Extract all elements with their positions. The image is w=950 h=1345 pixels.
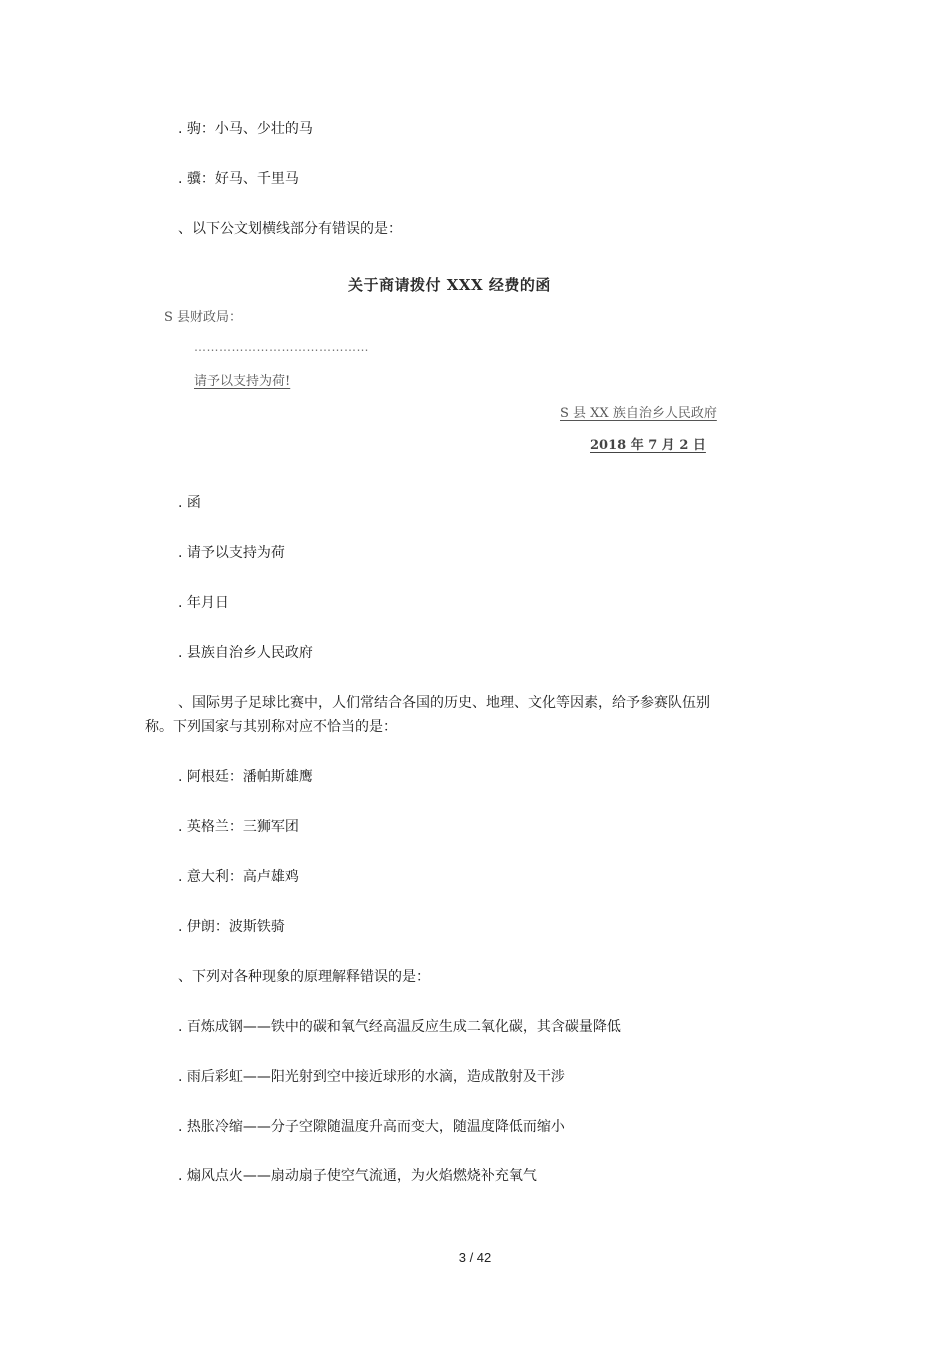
option-text: . 雨后彩虹——阳光射到空中接近球形的水滴，造成散射及干涉 xyxy=(178,1069,565,1085)
option-text: . 百炼成钢——铁中的碳和氧气经高温反应生成二氧化碳，其含碳量降低 xyxy=(178,1019,621,1035)
letter-date: 2018 年 7 月 2 日 xyxy=(590,438,706,453)
letter-sender: S 县 XX 族自治乡人民政府 xyxy=(560,406,717,421)
question-prompt-continued: 称。下列国家与其别称对应不恰当的是： xyxy=(145,719,397,735)
page-number: 3 / 42 xyxy=(458,1250,492,1265)
option-text: . 英格兰：三狮军团 xyxy=(178,819,299,835)
letter-addressee: S 县财政局： xyxy=(164,310,243,325)
option-text: . 驹：小马、少壮的马 xyxy=(178,121,313,137)
option-text: . 热胀冷缩——分子空隙随温度升高而变大，随温度降低而缩小 xyxy=(178,1119,565,1135)
letter-title: 关于商请拨付 XXX 经费的函 xyxy=(348,276,551,294)
option-text: . 煽风点火——扇动扇子使空气流通，为火焰燃烧补充氧气 xyxy=(178,1168,537,1184)
question-prompt: 、以下公文划横线部分有错误的是： xyxy=(178,221,402,237)
option-text: . 函 xyxy=(178,495,201,511)
option-text: . 意大利：高卢雄鸡 xyxy=(178,869,299,885)
option-text: . 年月日 xyxy=(178,595,229,611)
option-text: . 骥：好马、千里马 xyxy=(178,171,299,187)
letter-image xyxy=(150,266,790,466)
question-prompt: 、国际男子足球比赛中，人们常结合各国的历史、地理、文化等因素，给予参赛队伍别 xyxy=(178,695,710,711)
option-text: . 请予以支持为荷 xyxy=(178,545,285,561)
letter-body-dots: …………………………………… xyxy=(194,340,369,354)
option-text: . 伊朗：波斯铁骑 xyxy=(178,919,285,935)
option-text: . 县族自治乡人民政府 xyxy=(178,645,313,661)
question-prompt: 、下列对各种现象的原理解释错误的是： xyxy=(178,969,430,985)
option-text: . 阿根廷：潘帕斯雄鹰 xyxy=(178,769,313,785)
letter-closing: 请予以支持为荷! xyxy=(194,374,291,389)
